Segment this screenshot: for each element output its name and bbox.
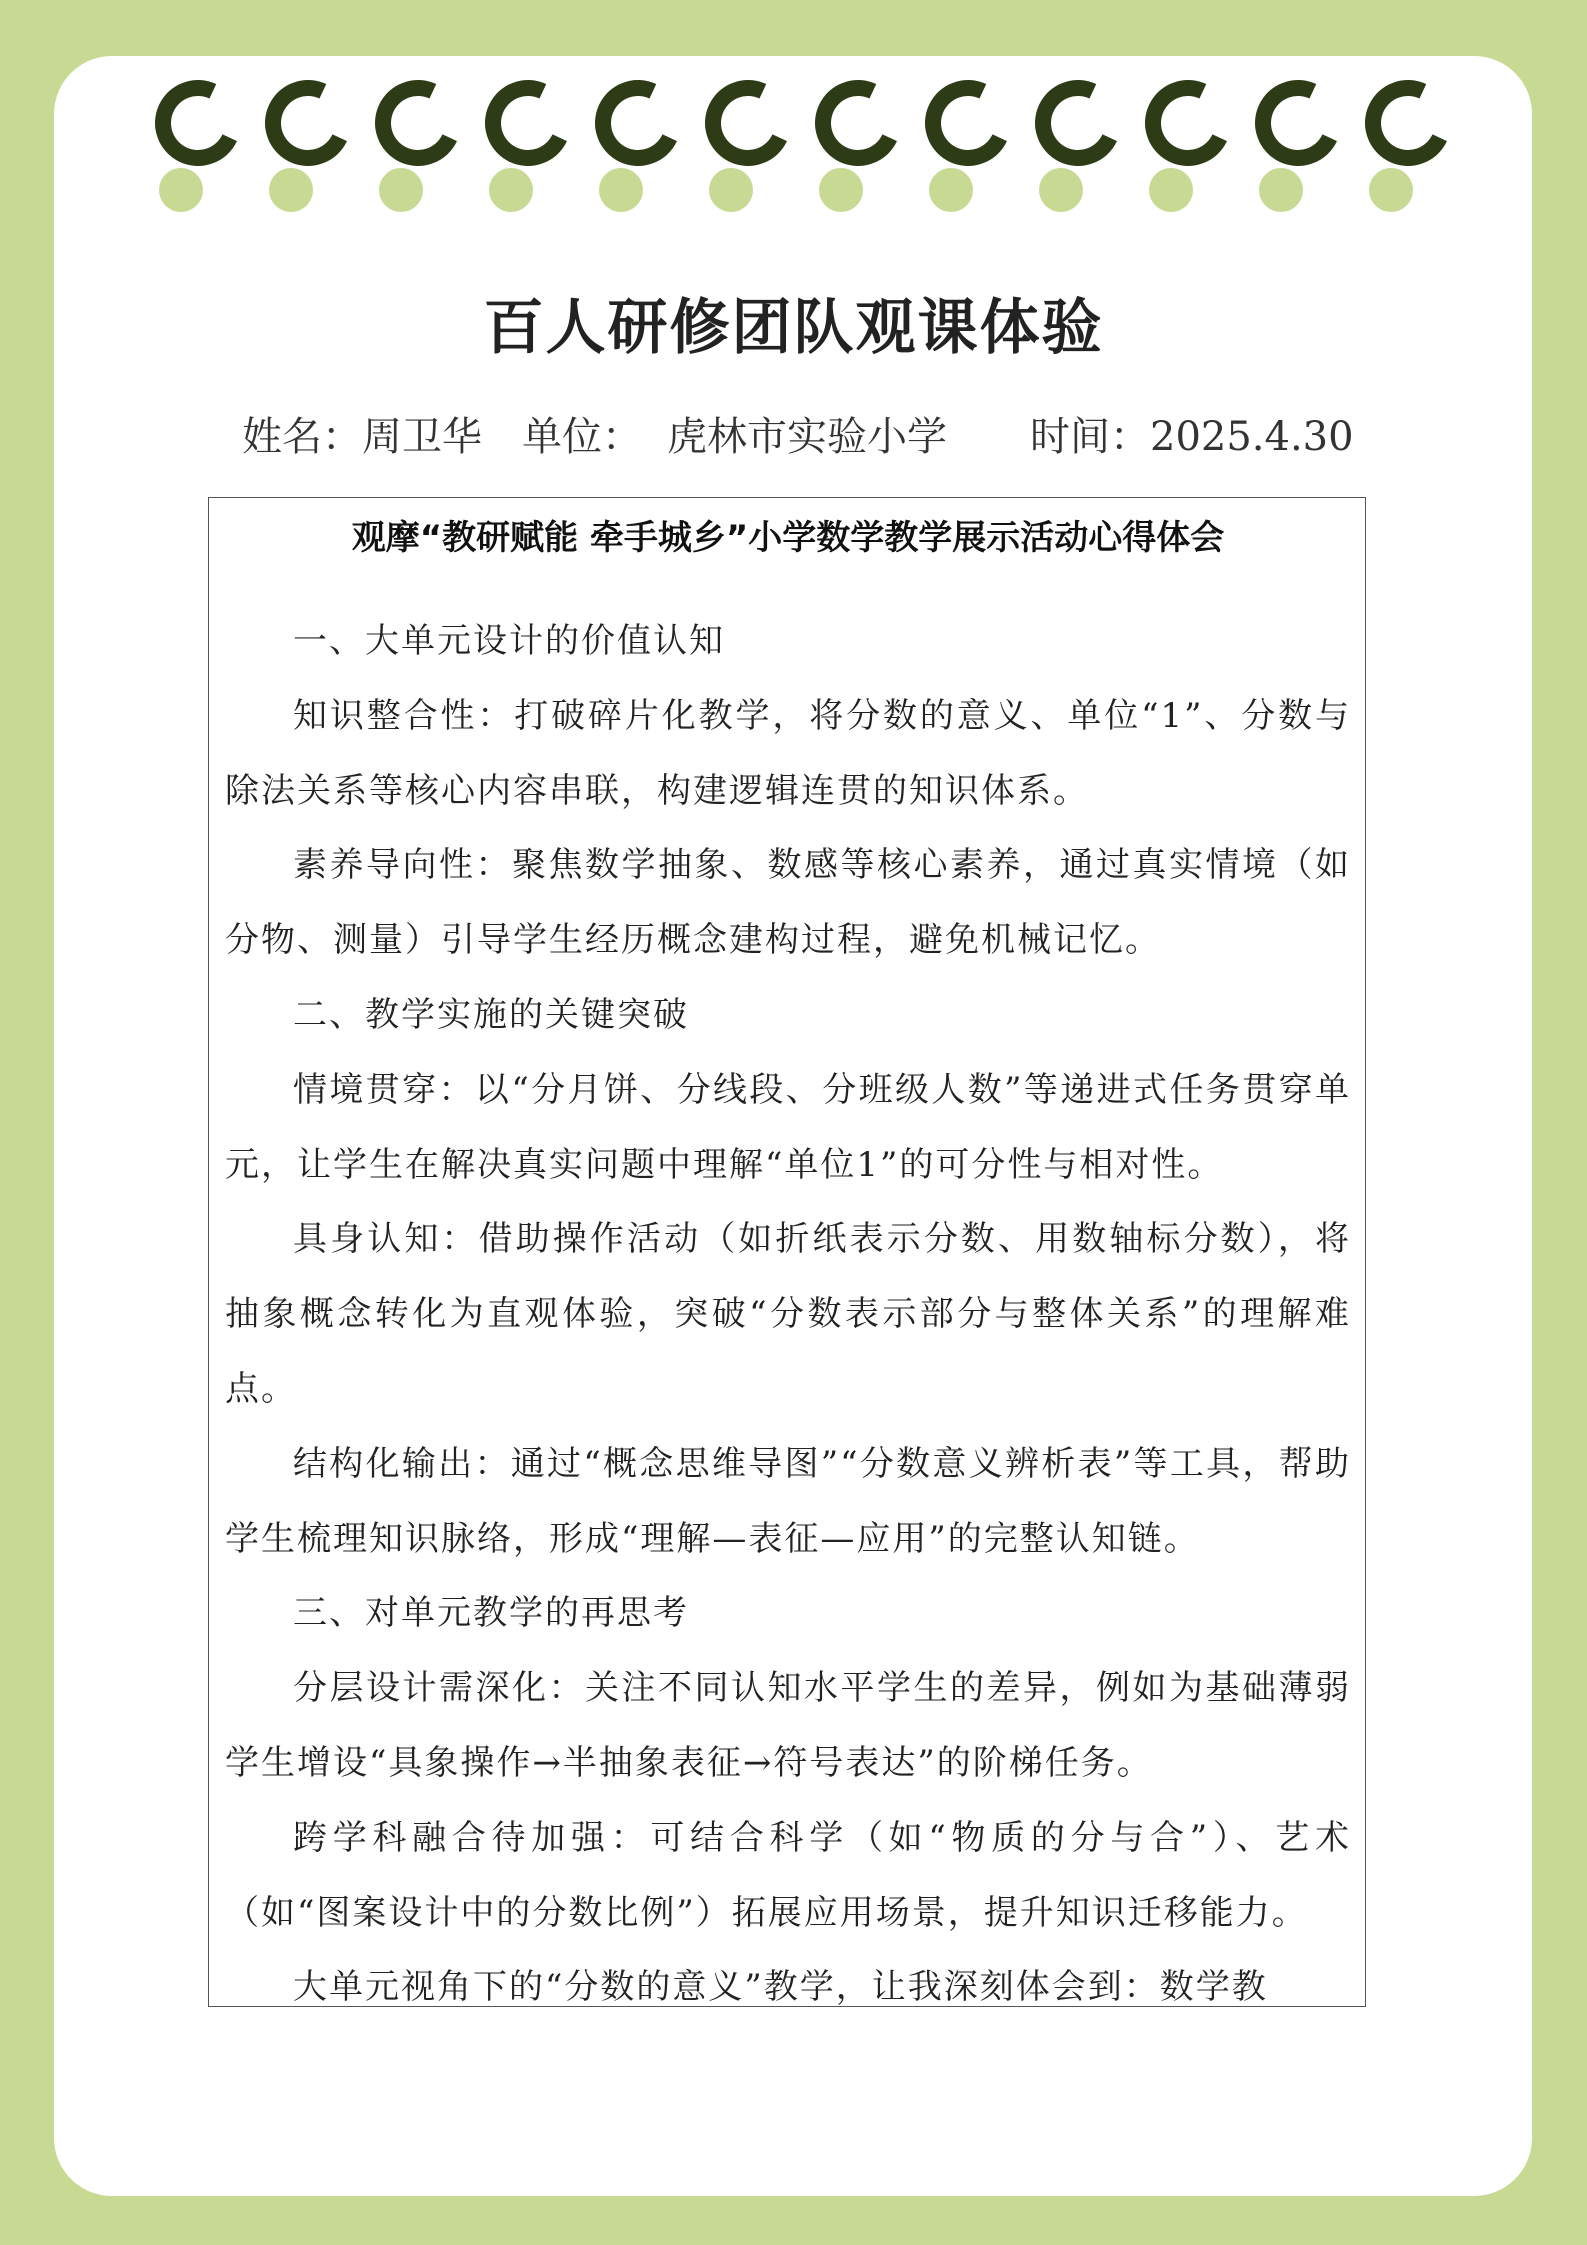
punch-hole [1149, 168, 1193, 212]
paragraph: 大单元视角下的“分数的意义”教学，让我深刻体会到：数学教 [293, 1967, 1268, 2007]
section-heading: 三、对单元教学的再思考 [293, 1593, 689, 1634]
unit-label: 单位： [522, 414, 642, 460]
article-subtitle: 观摩“教研赋能 牵手城乡”小学数学教学展示活动心得体会 [351, 518, 1225, 558]
punch-hole [379, 168, 423, 212]
paragraph: 情境贯穿：以“分月饼、分线段、分班级人数”等递进式任务贯穿单元，让学生在解决真实问题中理解“单位1”的可分性与相对性。 [225, 1069, 1351, 1185]
punch-hole [709, 168, 753, 212]
paragraph: 素养导向性：聚焦数学抽象、数感等核心素养，通过真实情境（如分物、测量）引导学生经历概念建构过程，避免机械记忆。 [225, 845, 1351, 961]
punch-hole [269, 168, 313, 212]
binder-ring-icon [803, 68, 913, 178]
binder-ring-icon [693, 68, 803, 178]
binder-ring-icon [1243, 68, 1353, 178]
date: 时间：2025.4.30 [1030, 414, 1354, 460]
binder-ring-icon [1353, 68, 1463, 178]
page-title: 百人研修团队观课体验 [483, 293, 1104, 363]
paragraph: 结构化输出：通过“概念思维导图”“分数意义辨析表”等工具，帮助学生梳理知识脉络，形成“理解—表征—应用”的完整认知链。 [225, 1443, 1351, 1559]
section-heading: 二、教学实施的关键突破 [293, 994, 689, 1035]
binder-ring-icon [1133, 68, 1243, 178]
article-body [225, 604, 1351, 2007]
punch-hole [819, 168, 863, 212]
binder-ring-icon [583, 68, 693, 178]
binder-ring-icon [253, 68, 363, 178]
punch-hole [1259, 168, 1303, 212]
school-name: 虎林市实验小学 [667, 414, 947, 460]
binder-ring-icon [363, 68, 473, 178]
punch-hole [929, 168, 973, 212]
punch-hole [599, 168, 643, 212]
punch-hole [159, 168, 203, 212]
punch-hole [1369, 168, 1413, 212]
binder-ring-icon [1023, 68, 1133, 178]
article-box [208, 497, 1366, 2007]
binder-ring-icon [473, 68, 583, 178]
section-heading: 一、大单元设计的价值认知 [293, 621, 725, 661]
author-name: 姓名：周卫华 [242, 414, 482, 460]
paragraph: 知识整合性：打破碎片化教学，将分数的意义、单位“1”、分数与除法关系等核心内容串联，构建逻辑连贯的知识体系。 [225, 695, 1351, 811]
punch-hole [1039, 168, 1083, 212]
binder-ring-icon [913, 68, 1023, 178]
paragraph: 分层设计需深化：关注不同认知水平学生的差异，例如为基础薄弱学生增设“具象操作→半抽象表征→符号表达”的阶梯任务。 [225, 1668, 1351, 1783]
paragraph: 跨学科融合待加强：可结合科学（如“物质的分与合”）、艺术（如“图案设计中的分数比例”）拓展应用场景，提升知识迁移能力。 [225, 1817, 1351, 1933]
punch-hole [489, 168, 533, 212]
binder-ring-icon [143, 68, 253, 178]
paragraph: 具身认知：借助操作活动（如折纸表示分数、用数轴标分数），将抽象概念转化为直观体验，突破“分数表示部分与整体关系”的理解难点。 [225, 1219, 1351, 1409]
